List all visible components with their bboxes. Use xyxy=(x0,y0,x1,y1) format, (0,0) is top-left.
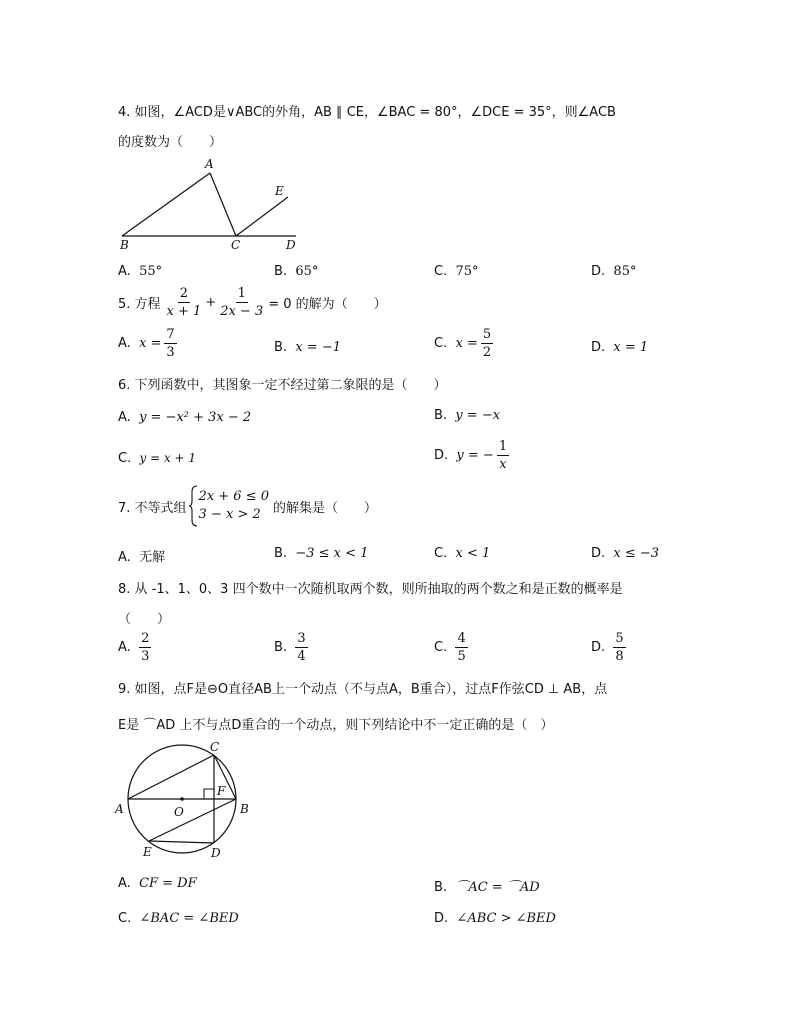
q9-segment-ed xyxy=(149,841,214,843)
q6-option-d[interactable]: D. y = − $\frac{1}{x}$ xyxy=(434,439,508,472)
q7-brace-icon xyxy=(189,484,199,528)
q7-option-a[interactable]: A. 无解 xyxy=(118,550,166,565)
q9-right-angle-mark xyxy=(204,789,214,799)
q6-option-c[interactable]: C. y = x + 1 xyxy=(118,451,197,466)
q9-label-d: D xyxy=(211,846,221,860)
q8-stem-line1: 8. 从 -1、1、0、3 四个数中一次随机取两个数，则所抽取的两个数之和是正数的概率是 xyxy=(118,582,623,597)
q4-stem-line2: 的度数为（ ） xyxy=(118,135,223,150)
q4-option-d[interactable]: D. 85° xyxy=(591,264,637,279)
q4-label-c: C xyxy=(231,238,241,252)
q7-option-b[interactable]: B. −3 ≤ x < 1 xyxy=(274,546,369,561)
q9-stem-line1: 9. 如图，点F是⊖O直径AB上一个动点（不与点A，B重合），过点F作弦CD ⊥ AB，点 xyxy=(118,682,608,697)
q4-option-c[interactable]: C. 75° xyxy=(434,264,479,279)
q9-option-a[interactable]: A. CF = DF xyxy=(118,876,197,891)
q6-stem: 6. 下列函数中，其图象一定不经过第二象限的是（ ） xyxy=(118,378,447,393)
q8-option-c[interactable]: C. $\frac{4}{5}$ xyxy=(434,631,466,664)
q4-label-b: B xyxy=(120,238,129,252)
q4-line-ac xyxy=(210,173,236,236)
q5-fraction-1: $\frac{2}{x + 1}$ xyxy=(166,286,202,319)
q9-center-dot xyxy=(180,797,184,801)
q9-label-c: C xyxy=(210,740,220,754)
q5-option-c[interactable]: C. x = $\frac{5}{2}$ xyxy=(434,327,492,360)
q9-label-b: B xyxy=(240,802,249,816)
q7-option-d[interactable]: D. x ≤ −3 xyxy=(591,546,660,561)
q5-option-b[interactable]: B. x = −1 xyxy=(274,340,341,355)
q9-option-b[interactable]: B. ⌒AC = ⌒AD xyxy=(434,880,540,895)
q5-fraction-2: $\frac{1}{2x - 3}$ xyxy=(220,286,264,319)
q4-option-a[interactable]: A. 55° xyxy=(118,264,163,279)
q4-figure xyxy=(116,155,306,253)
q9-label-f: F xyxy=(217,784,226,798)
q4-option-b[interactable]: B. 65° xyxy=(274,264,319,279)
q9-label-a: A xyxy=(115,802,124,816)
q4-line-ce xyxy=(236,197,288,236)
q5-option-a[interactable]: A. x = $\frac{7}{3}$ xyxy=(118,327,175,360)
q8-option-a[interactable]: A. $\frac{2}{3}$ xyxy=(118,631,150,664)
q6-option-b[interactable]: B. y = −x xyxy=(434,408,501,423)
q5-stem: 5. 方程 $\frac{2}{x + 1}$ + $\frac{1}{2x - 3}$ = 0 的解为（ ） xyxy=(118,286,387,319)
q9-segment-ac xyxy=(128,755,214,799)
q7-option-c[interactable]: C. x < 1 xyxy=(434,546,491,561)
q8-option-b[interactable]: B. $\frac{3}{4}$ xyxy=(274,631,306,664)
q7-stem: 7. 不等式组 2x + 6 ≤ 0 3 − x > 2 的解集是（ ） xyxy=(118,484,377,528)
q4-stem-line1: 4. 如图，∠ACD是∨ABC的外角，AB ∥ CE，∠BAC = 80°，∠DCE = 35°，则∠ACB xyxy=(118,105,616,120)
q9-label-o: O xyxy=(174,805,184,819)
q9-stem-line2: E是 ⌒AD 上不与点D重合的一个动点，则下列结论中不一定正确的是（ ） xyxy=(118,718,554,733)
q8-stem-line2: （ ） xyxy=(118,612,171,627)
q8-option-d[interactable]: D. $\frac{5}{8}$ xyxy=(591,631,624,664)
q9-option-c[interactable]: C. ∠BAC = ∠BED xyxy=(118,911,239,926)
q4-label-d: D xyxy=(286,238,296,252)
q9-option-d[interactable]: D. ∠ABC > ∠BED xyxy=(434,911,556,926)
q4-label-e: E xyxy=(275,184,284,198)
q9-figure xyxy=(112,740,260,862)
q4-line-ab xyxy=(122,173,210,236)
q6-option-a[interactable]: A. y = −x² + 3x − 2 xyxy=(118,410,252,425)
q5-option-d[interactable]: D. x = 1 xyxy=(591,340,649,355)
q9-label-e: E xyxy=(143,845,152,859)
q4-label-a: A xyxy=(205,157,214,171)
